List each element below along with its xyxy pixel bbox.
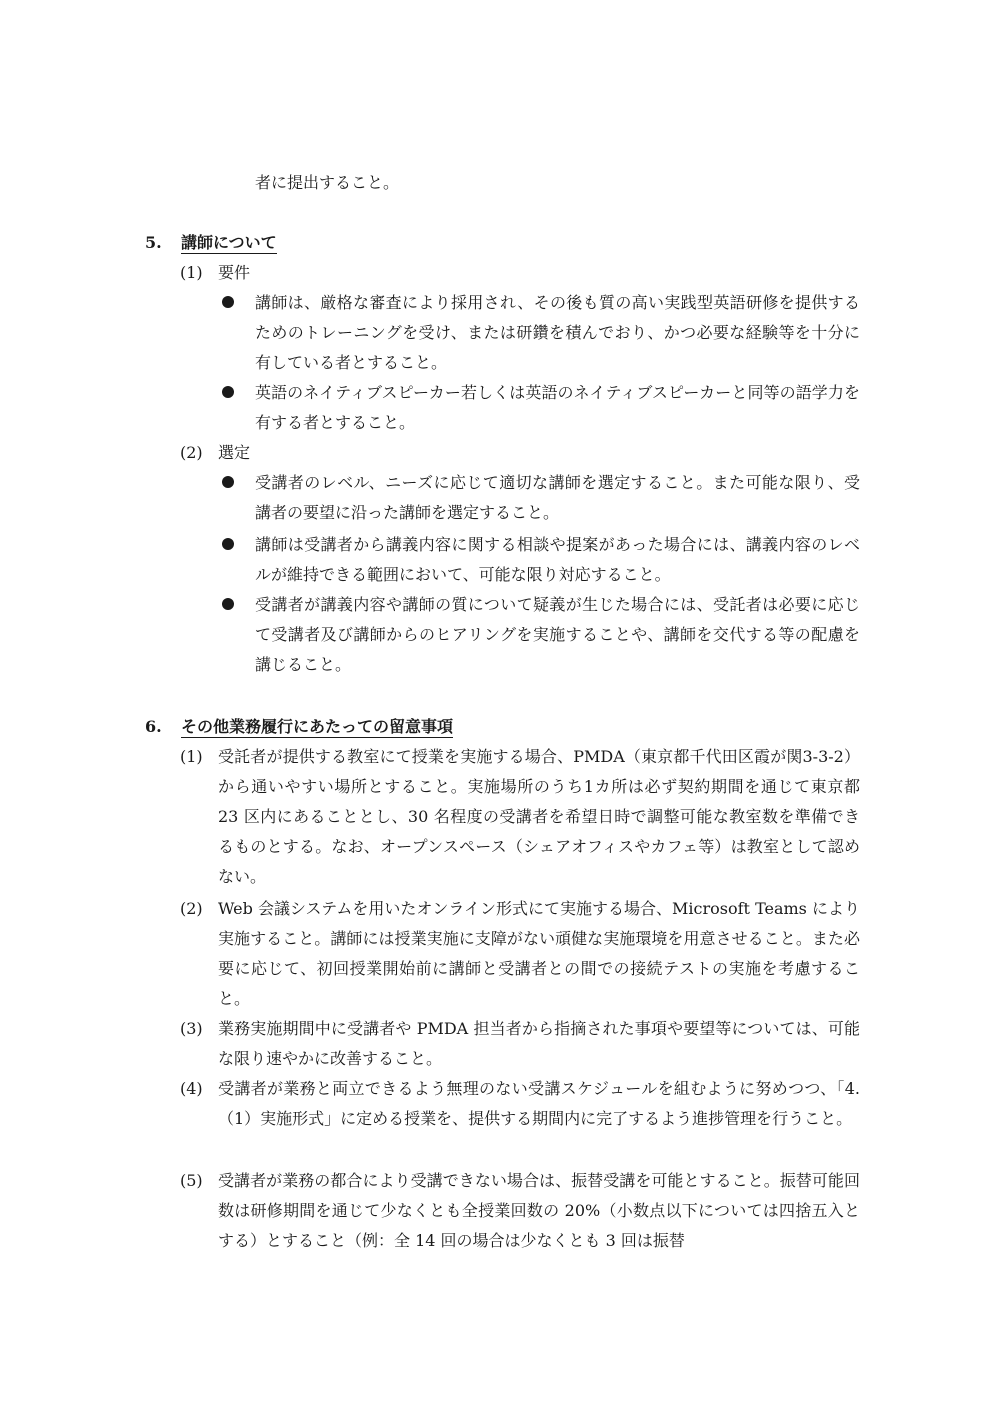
item-number: (2) [180, 899, 203, 918]
section-5-sub-2 [180, 438, 250, 468]
list-item [180, 894, 860, 1014]
list-item [180, 1074, 860, 1134]
section-6-heading [145, 712, 453, 742]
continuation-text: 者に提出すること。 [255, 173, 400, 192]
item-text: 業務実施期間中に受講者や PMDA 担当者から指摘された事項や要望等については、可能な限り速やかに改善すること。 [218, 1019, 860, 1068]
section-5-sub-1 [180, 258, 250, 288]
bullet-text: 講師は、厳格な審査により採用され、その後も質の高い実践型英語研修を提供するためのトレーニングを受け、または研鑽を積んでおり、かつ必要な経験等を十分に有している者とすること。 [255, 293, 860, 372]
bullet-item [222, 468, 860, 528]
bullet-item [222, 288, 860, 378]
section-5-number: 5. [145, 233, 162, 252]
bullet-text: 講師は受講者から講義内容に関する相談や提案があった場合には、講義内容のレベルが維持できる範囲において、可能な限り対応すること。 [255, 535, 860, 584]
bullet-dot-icon [222, 386, 234, 398]
bullet-dot-icon [222, 476, 234, 488]
bullet-item [222, 530, 860, 590]
item-number: (5) [180, 1171, 203, 1190]
item-text: 受講者が業務の都合により受講できない場合は、振替受講を可能とすること。振替可能回数は研修期間を通じて少なくとも全授業回数の 20%（小数点以下については四捨五入とする）とすること（例：全 14 回の場合は少なくとも 3 回は振替 [218, 1171, 860, 1250]
item-text: 受講者が業務と両立できるよう無理のない受講スケジュールを組むように努めつつ、「4.（1）実施形式」に定める授業を、提供する期間内に完了するよう進捗管理を行うこと。 [218, 1079, 860, 1128]
section-5-heading [145, 228, 277, 258]
section-5-title: 講師について [181, 233, 277, 252]
bullet-text: 受講者が講義内容や講師の質について疑義が生じた場合には、受託者は必要に応じて受講者及び講師からのヒアリングを実施することや、講師を交代する等の配慮を講じること。 [255, 595, 860, 674]
section-6-number: 6. [145, 717, 162, 736]
bullet-text: 受講者のレベル、ニーズに応じて適切な講師を選定すること。また可能な限り、受講者の要望に沿った講師を選定すること。 [255, 473, 860, 522]
sub-number: (1) [180, 263, 203, 282]
item-number: (3) [180, 1019, 203, 1038]
bullet-dot-icon [222, 296, 234, 308]
section-6-title: その他業務履行にあたっての留意事項 [181, 717, 454, 736]
list-item [180, 1166, 860, 1256]
sub-label: 選定 [218, 443, 251, 462]
item-text: Web 会議システムを用いたオンライン形式にて実施する場合、Microsoft Teams により実施すること。講師には授業実施に支障がない頑健な実施環境を用意させること。また必要に応じて、初回授業開始前に講師と受講者との間での接続テストの実施を考慮すること。 [218, 899, 860, 1008]
sub-label: 要件 [218, 263, 251, 282]
sub-number: (2) [180, 443, 203, 462]
bullet-item [222, 590, 860, 680]
item-text: 受託者が提供する教室にて授業を実施する場合、PMDA（東京都千代田区霞が関3-3-2）から通いやすい場所とすること。実施場所のうち1カ所は必ず契約期間を通じて東京都 23 区内にあることとし、30 名程度の受講者を希望日時で調整可能な教室数を準備できるものとする。なお、オープンスペース（シェアオフィスやカフェ等）は教室として認めない。 [218, 747, 860, 886]
bullet-item [222, 378, 860, 438]
item-number: (4) [180, 1079, 203, 1098]
list-item [180, 742, 860, 892]
list-item [180, 1014, 860, 1074]
item-number: (1) [180, 747, 203, 766]
bullet-text: 英語のネイティブスピーカー若しくは英語のネイティブスピーカーと同等の語学力を有する者とすること。 [255, 383, 860, 432]
bullet-dot-icon [222, 538, 234, 550]
bullet-dot-icon [222, 598, 234, 610]
